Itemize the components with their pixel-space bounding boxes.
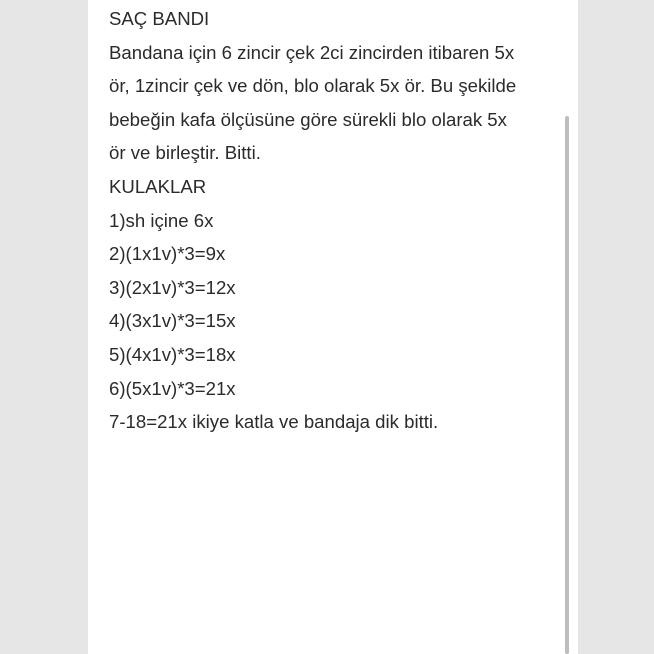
note-content: [109, 2, 564, 439]
step-line: 4)(3x1v)*3=15x: [109, 310, 236, 332]
vertical-scrollbar[interactable]: [565, 116, 569, 654]
step-line: 3)(2x1v)*3=12x: [109, 276, 236, 298]
text-line: bebeğin kafa ölçüsüne göre sürekli blo olarak 5x: [109, 108, 507, 130]
step-line: 5)(4x1v)*3=18x: [109, 343, 236, 365]
text-line: ör ve birleştir. Bitti.: [109, 142, 261, 164]
text-line: Bandana için 6 zincir çek 2ci zincirden itibaren 5x: [109, 41, 515, 63]
heading-kulaklar: KULAKLAR: [109, 175, 207, 197]
step-line: 7-18=21x ikiye katla ve bandaja dik bitti.: [109, 411, 439, 433]
step-line: 6)(5x1v)*3=21x: [109, 377, 236, 399]
text-line: ör, 1zincir çek ve dön, blo olarak 5x ör. Bu şekilde: [109, 75, 517, 97]
step-line: 1)sh içine 6x: [109, 209, 214, 231]
step-line: 2)(1x1v)*3=9x: [109, 243, 226, 265]
note-page: [88, 0, 578, 654]
heading-sac-bandi: SAÇ BANDI: [109, 8, 210, 29]
